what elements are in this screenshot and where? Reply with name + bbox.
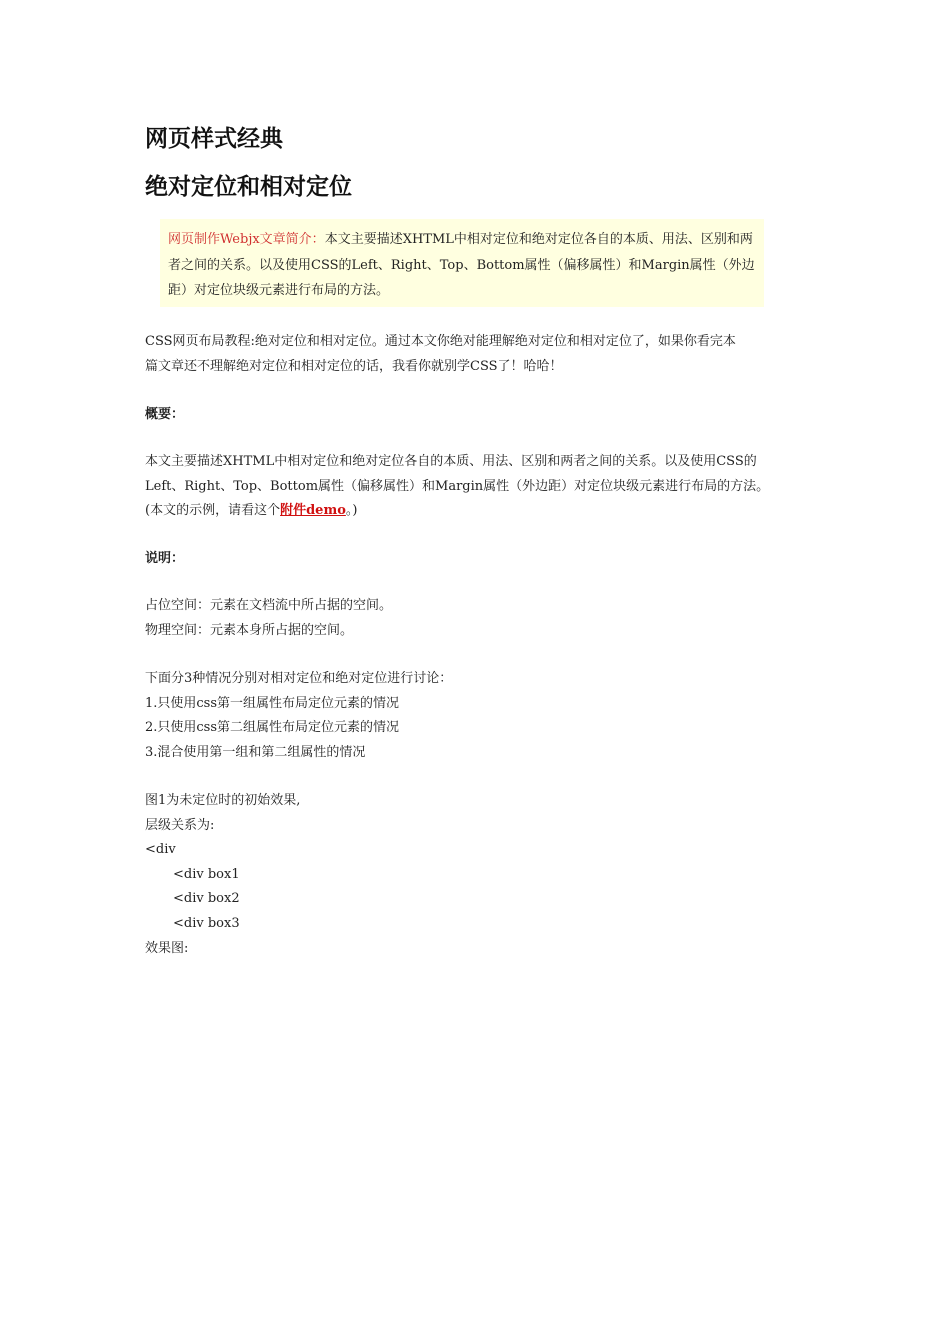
figure-description (145, 789, 810, 961)
hierarchy-root: <div (145, 842, 176, 858)
attachment-demo-link[interactable]: 附件demo (280, 503, 346, 519)
hierarchy-label: 层级关系为: (145, 817, 215, 833)
notes-heading: 说明： (145, 551, 185, 566)
overview-paragraph (145, 450, 810, 524)
summary-box (160, 219, 764, 307)
overview-line (145, 499, 810, 524)
cases-intro: 下面分3种情况分别对相对定位和绝对定位进行讨论： (145, 671, 453, 686)
figure-caption: 图1为未定位时的初始效果, (145, 793, 301, 808)
effect-label: 效果图: (145, 940, 189, 956)
summary-lead: 网页制作Webjx文章简介： (168, 232, 325, 247)
intro-paragraph (145, 330, 810, 379)
overview-line: 本文主要描述XHTML中相对定位和绝对定位各自的本质、用法、区别和两者之间的关系。以及使用CSS的 (145, 454, 757, 469)
space-definitions (145, 594, 810, 643)
summary-body: 本文主要描述XHTML中相对定位和绝对定位各自的本质、用法、区别和两者之间的关系。以及使用CSS的Left、Right、Top、Bottom属性（偏移属性）和Margin属性（外边距）对定位块级元素进行布局的方法。 (168, 232, 755, 298)
article-title: 绝对定位和相对定位 (145, 174, 352, 200)
space-definition: 物理空间：元素本身所占据的空间。 (145, 622, 354, 638)
cases-list (145, 667, 810, 765)
space-definition: 占位空间：元素在文档流中所占据的空间。 (145, 598, 393, 613)
overview-line: Left、Right、Top、Bottom属性（偏移属性）和Margin属性（外边距）对定位块级元素进行布局的方法。 (145, 478, 770, 494)
overview-line3-pre: (本文的示例，请看这个 (145, 503, 281, 519)
overview-heading: 概要： (145, 407, 185, 422)
list-item: 1.只使用css第一组属性布局定位元素的情况 (145, 695, 400, 711)
hierarchy-child: <div box3 (173, 915, 240, 931)
page-heading: 网页样式经典 (145, 126, 283, 152)
hierarchy-child: <div box2 (173, 891, 240, 907)
hierarchy-child: <div box1 (173, 866, 240, 882)
intro-line: CSS网页布局教程:绝对定位和相对定位。通过本文你绝对能理解绝对定位和相对定位了，如果你看完本 (145, 334, 736, 349)
overview-line3-post: 。) (345, 503, 358, 519)
list-item: 3.混合使用第一组和第二组属性的情况 (145, 744, 366, 760)
list-item: 2.只使用css第二组属性布局定位元素的情况 (145, 720, 400, 736)
intro-line: 篇文章还不理解绝对定位和相对定位的话，我看你就别学CSS了！哈哈！ (145, 358, 563, 374)
